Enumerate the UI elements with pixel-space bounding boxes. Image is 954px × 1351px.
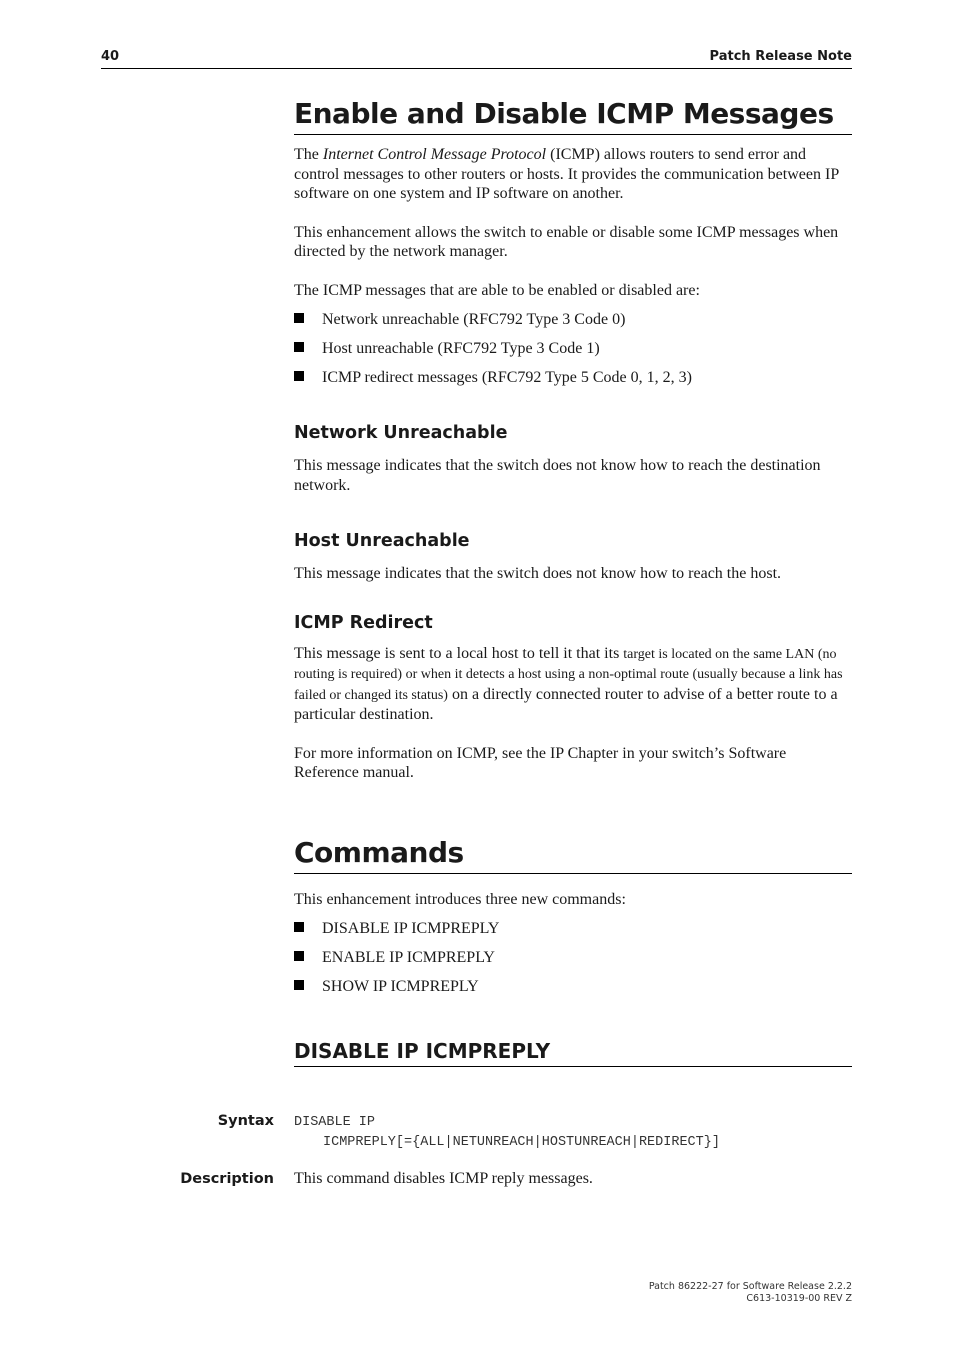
description-text: This command disables ICMP reply messages. bbox=[294, 1170, 593, 1187]
header-title: Patch Release Note bbox=[709, 49, 852, 64]
heading-icmp-redirect: ICMP Redirect bbox=[294, 612, 433, 633]
syntax-line: ICMPREPLY[={ALL|NETUNREACH|HOSTUNREACH|REDIRECT}] bbox=[323, 1134, 720, 1150]
syntax-block bbox=[294, 1113, 720, 1152]
heading-host-unreachable: Host Unreachable bbox=[294, 531, 470, 551]
square-bullet-icon bbox=[294, 313, 304, 323]
section-title-icmp: Enable and Disable ICMP Messages bbox=[294, 96, 852, 135]
network-unreachable-text: This message indicates that the switch does not know how to reach the destination network. bbox=[294, 457, 821, 494]
icmp-term: Internet Control Message Protocol bbox=[322, 146, 547, 163]
messages-intro: The ICMP messages that are able to be enabled or disabled are: bbox=[294, 281, 700, 299]
square-bullet-icon bbox=[294, 342, 304, 352]
icmp-redirect-text: This message is sent to a local host to tell it that its target is located on the same LAN (no routing is required) or when it detects a host using a non-optimal route (usually because a link has failed or changed its status) on a directly connected router to advise of a better route to a particular destination. bbox=[294, 644, 843, 723]
syntax-line: DISABLE IP bbox=[294, 1115, 376, 1130]
icmp-message-list bbox=[294, 310, 852, 387]
list-item: DISABLE IP ICMPREPLY bbox=[294, 919, 852, 938]
square-bullet-icon bbox=[294, 951, 304, 961]
syntax-label: Syntax bbox=[217, 1113, 274, 1129]
page-number: 40 bbox=[101, 49, 120, 64]
footer-doc-id: C613-10319-00 REV Z bbox=[746, 1292, 852, 1304]
square-bullet-icon bbox=[294, 922, 304, 932]
section-title-commands: Commands bbox=[294, 835, 852, 874]
square-bullet-icon bbox=[294, 980, 304, 990]
host-unreachable-text: This message indicates that the switch does not know how to reach the host. bbox=[294, 565, 782, 582]
commands-intro: This enhancement introduces three new commands: bbox=[294, 890, 626, 908]
more-info-text: For more information on ICMP, see the IP Chapter in your switch’s Software Reference manual. bbox=[294, 744, 787, 781]
square-bullet-icon bbox=[294, 371, 304, 381]
footer-patch-line: Patch 86222-27 for Software Release 2.2.2 bbox=[648, 1281, 852, 1292]
list-item: SHOW IP ICMPREPLY bbox=[294, 977, 852, 996]
commands-list bbox=[294, 919, 852, 996]
enhancement-paragraph: This enhancement allows the switch to enable or disable some ICMP messages when directed by the network manager. bbox=[294, 223, 839, 260]
list-item: ICMP redirect messages (RFC792 Type 5 Code 0, 1, 2, 3) bbox=[294, 368, 852, 387]
heading-disable-ip-icmpreply: DISABLE IP ICMPREPLY bbox=[294, 1040, 852, 1067]
list-item: Host unreachable (RFC792 Type 3 Code 1) bbox=[294, 339, 852, 358]
heading-network-unreachable: Network Unreachable bbox=[294, 423, 508, 443]
list-item: Network unreachable (RFC792 Type 3 Code 0) bbox=[294, 310, 852, 329]
page-footer bbox=[649, 1281, 852, 1304]
intro-paragraph: The Internet Control Message Protocol (ICMP) allows routers to send error and control messages to other routers or hosts. It provides the communication between IP software on one system and IP software on another. bbox=[294, 146, 839, 202]
main-content bbox=[294, 96, 852, 1067]
list-item: ENABLE IP ICMPREPLY bbox=[294, 948, 852, 967]
description-label: Description bbox=[180, 1171, 274, 1187]
page-header bbox=[101, 47, 852, 69]
